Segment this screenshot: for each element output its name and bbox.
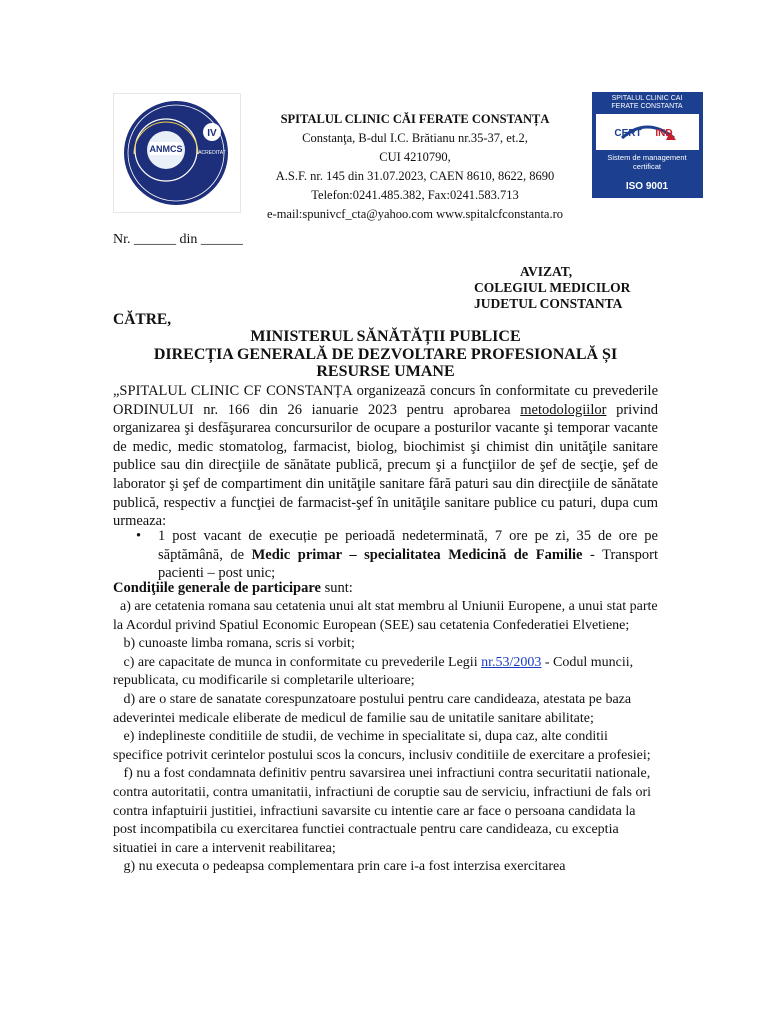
- anmcs-logo: [113, 93, 241, 213]
- ministry-line1: MINISTERUL SĂNĂTĂȚII PUBLICE: [250, 328, 521, 345]
- intro-underlined: metodologiilor: [520, 401, 607, 418]
- hospital-email: e-mail:spunivcf_cta@yahoo.com www.spitalcfconstanta.ro: [266, 207, 564, 221]
- iso-logo-bottom: ISO 9001: [625, 181, 669, 192]
- hospital-address: Constanţa, B-dul I.C. Brătianu nr.35-37, et.2,: [302, 131, 528, 145]
- condition-a: a) are cetatenia romana sau cetatenia unui alt stat membru al Uniunii Europene, a unui stat parte la Acordul privind Spatiul Economic European (SEE) sau cetatenia Confederatiei Elvetiene;: [113, 599, 662, 633]
- approval-line3: JUDETUL CONSTANTA: [474, 296, 623, 311]
- position-bullet: [136, 527, 658, 583]
- addressee-label: CĂTRE,: [113, 311, 172, 328]
- condition-c: [113, 654, 658, 691]
- condition-g: g) nu executa o pedeapsa complementara prin care i-a fost interzisa exercitarea: [113, 859, 566, 875]
- iso-logo-top-line2: FERATE CONSTANTA: [611, 103, 683, 110]
- hospital-phone: Telefon:0241.485.382, Fax:0241.583.713: [311, 188, 519, 202]
- hospital-cui: CUI 4210790,: [379, 150, 451, 164]
- iso-logo-mid-line1: Sistem de management: [607, 153, 687, 162]
- iso-certification-logo: [592, 92, 703, 198]
- hospital-asf: A.S.F. nr. 145 din 31.07.2023, CAEN 8610, 8622, 8690: [275, 169, 555, 183]
- anmcs-side-text: ACREDITAT: [198, 150, 226, 156]
- condition-c-text2: - Codul muncii, republicata, cu modificarile si completarile ulterioare;: [113, 654, 637, 689]
- condition-f: f) nu a fost condamnata definitiv pentru savarsirea unei infractiuni contra securitatii nationale, contra autoritatii, contra umanitatii, infractiuni de coruptie sau de serviciu, infractiuni de fals ori contra infaptuirii justitiei, infractiuni savarsite cu intentie care ar face o persoana candidata la post incompatibila cu exercitarea functiei contractuale pentru care candideaza, cu exceptia situatiei in care a intervenit reabilitarea;: [113, 766, 655, 856]
- intro-paragraph: [113, 382, 658, 531]
- anmcs-badge: IV: [207, 128, 217, 139]
- ministry-heading: [113, 328, 658, 381]
- law-53-2003-link[interactable]: nr.53/2003: [481, 654, 542, 670]
- bullet-text-part1: 1 post vacant de execuție pe perioadă nedeterminată, 7 ore pe zi, 35 de ore pe săptămână, de: [158, 528, 658, 563]
- condition-c-text1: c) are capacitate de munca in conformitate cu prevederile Legii: [113, 654, 482, 670]
- registration-number-line: Nr. ______ din ______: [113, 232, 243, 247]
- ministry-line3: RESURSE UMANE: [316, 363, 455, 380]
- conditions-title-bold: Condiţiile generale de participare: [113, 580, 321, 596]
- iso-logo-ind: IND: [655, 128, 673, 139]
- intro-text-part1: „SPITALUL CLINIC CF CONSTANȚA organizează concurs în conformitate cu prevederile ORDINULUI nr. 166 din 26 ianuarie 2023 pentru aprobarea: [113, 383, 658, 418]
- bullet-dot-icon: •: [136, 528, 142, 544]
- condition-d: d) are o stare de sanatate corespunzatoare postului pentru care candideaza, atestata pe baza adeverintei medicale eliberate de medicul de familie sau de unitatile sanitare abilitate;: [113, 691, 635, 726]
- conditions-title-rest: sunt:: [320, 580, 353, 596]
- iso-logo-top-line1: SPITALUL CLINIC CAI: [611, 95, 683, 102]
- bullet-bold-position: Medic primar – specialitatea Medicină de Familie: [251, 546, 583, 563]
- hospital-header: [250, 110, 580, 224]
- bullet-text-part2: - Transport pacienti – post unic;: [158, 546, 658, 582]
- condition-b: b) cunoaste limba romana, scris si vorbit;: [113, 636, 355, 652]
- iso-logo-mid-line2: certificat: [633, 162, 661, 171]
- hospital-name: SPITALUL CLINIC CĂI FERATE CONSTANȚA: [280, 112, 550, 126]
- approval-line1: AVIZAT,: [520, 264, 573, 279]
- approval-block: [474, 264, 630, 312]
- approval-line2: COLEGIUL MEDICILOR: [474, 280, 631, 295]
- ministry-line2: DIRECȚIA GENERALĂ DE DEZVOLTARE PROFESIONALĂ ȘI: [153, 345, 618, 363]
- condition-e: e) indeplineste conditiile de studii, de vechime in specialitate si, dupa caz, alte conditii specifice potrivit cerintelor postului scos la concurs, inclusiv conditiile de exercitare a profesiei;: [113, 729, 651, 763]
- conditions-title: [113, 580, 353, 597]
- anmcs-logo-text: ANMCS: [149, 144, 183, 154]
- intro-text-part2: privind organizarea şi desfăşurarea concursurilor de ocupare a posturilor vacante şi temporar vacante de medic, medic stomatolog, farmacist, biolog, biochimist şi chimist din unităţile sanitare publice sau din direcţiile de sănătate publică, precum şi a funcţiilor de şef de secţie, şef de laborator şi şef de compartiment din unităţile sanitare fără paturi sau din direcţiile de sănătate publică, respectiv a funcţiei de farmacist-şef în unităţile sanitare publice cu paturi, dupa cum urmeaza:: [113, 401, 658, 530]
- iso-logo-cert: CERT: [614, 128, 642, 139]
- conditions-list: [113, 598, 662, 877]
